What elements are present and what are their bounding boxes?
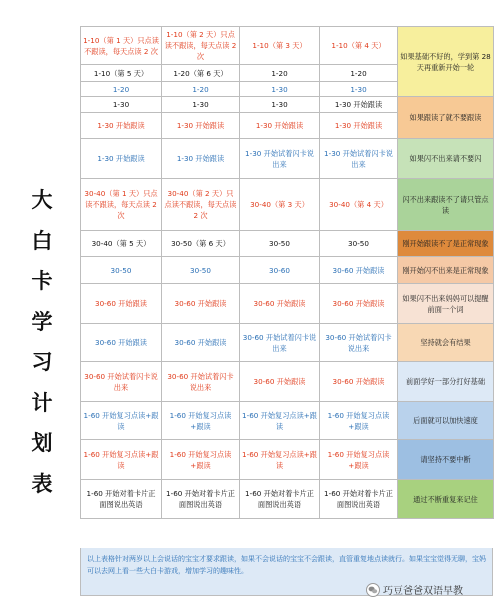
- day-cell: 30-60 开始跟读: [320, 284, 398, 324]
- day-cell: 1-60 开始复习点读+跟读: [320, 402, 398, 440]
- plan-table-wrapper: [80, 26, 493, 596]
- tip-cell: 刚开始闪不出来是正常现象: [398, 257, 494, 284]
- table-row: [81, 440, 494, 480]
- table-row: [81, 480, 494, 519]
- day-cell: 1-30 开始试着闪卡说出来: [320, 139, 398, 179]
- day-cell: 30-50: [81, 257, 162, 284]
- side-title: [22, 180, 62, 504]
- day-cell: 1-10（第 1 天）只点读不跟读，每天点读 2 次: [81, 27, 162, 65]
- day-cell: 1-30 开始跟读: [81, 113, 162, 139]
- day-cell: 1-30 开始跟读: [162, 113, 240, 139]
- day-cell: 1-30 开始跟读: [162, 139, 240, 179]
- day-cell: 1-30 开始跟读: [81, 139, 162, 179]
- day-cell: 30-60 开始跟读: [320, 362, 398, 402]
- day-cell: 1-30 开始跟读: [320, 97, 398, 113]
- tip-cell: 如果闪不出来妈妈可以提醒前面一个词: [398, 284, 494, 324]
- title-char: 学: [31, 309, 53, 334]
- day-cell: 1-10（第 4 天）: [320, 27, 398, 65]
- day-cell: 30-40（第 1 天）只点读不跟读，每天点读 2 次: [81, 179, 162, 231]
- tip-cell: 请坚持不要中断: [398, 440, 494, 480]
- tip-cell: 后面就可以加快速度: [398, 402, 494, 440]
- day-cell: 1-10（第 5 天）: [81, 65, 162, 82]
- table-row: [81, 362, 494, 402]
- title-char: 白: [31, 228, 53, 253]
- day-cell: 1-60 开始复习点读+跟读: [240, 440, 320, 480]
- table-row: [81, 179, 494, 231]
- day-cell: 30-60 开始跟读: [81, 324, 162, 362]
- day-cell: 30-50（第 6 天）: [162, 231, 240, 257]
- day-cell: 30-40（第 4 天）: [320, 179, 398, 231]
- footer-text: 以上表格针对两岁以上会说话的宝宝才要求跟读，如果不会说话的宝宝不会跟读，直管重复地点读就行。如果宝宝觉得无聊，宝妈可以去网上看一些大白卡游戏，增加学习的趣味性。: [87, 555, 486, 575]
- tip-cell: 坚持就会有结果: [398, 324, 494, 362]
- day-cell: 30-60 开始试着闪卡说出来: [240, 324, 320, 362]
- day-cell: 30-40（第 2 天）只点读不跟读，每天点读 2 次: [162, 179, 240, 231]
- tip-cell: 闪不出来跟读不了请只管点读: [398, 179, 494, 231]
- day-cell: 30-60 开始试着闪卡说出来: [162, 362, 240, 402]
- day-cell: 30-60 开始跟读: [320, 257, 398, 284]
- day-cell: 1-30 开始试着闪卡说出来: [240, 139, 320, 179]
- watermark: [366, 582, 463, 597]
- day-cell: 1-60 开始复习点读+跟读: [320, 440, 398, 480]
- day-cell: 30-60: [240, 257, 320, 284]
- day-cell: 30-50: [240, 231, 320, 257]
- table-row: [81, 231, 494, 257]
- title-char: 划: [31, 431, 53, 455]
- title-char: 卡: [31, 269, 53, 293]
- day-cell: 1-30: [81, 97, 162, 113]
- title-char: 表: [31, 471, 53, 496]
- title-char: 习: [31, 350, 53, 374]
- day-cell: 1-60 开始复习点读+跟读: [81, 440, 162, 480]
- table-row: [81, 27, 494, 65]
- day-cell: 1-20: [240, 65, 320, 82]
- wechat-icon: [366, 583, 380, 597]
- watermark-text: 巧豆爸爸双语早教: [383, 586, 463, 597]
- table-row: [81, 324, 494, 362]
- day-cell: 1-30 开始跟读: [240, 113, 320, 139]
- day-cell: 30-60 开始试着闪卡说出来: [320, 324, 398, 362]
- day-cell: 1-60 开始对着卡片正面图说出英语: [162, 480, 240, 519]
- title-char: 大: [31, 188, 53, 212]
- day-cell: 1-30: [320, 82, 398, 97]
- day-cell: 30-60 开始跟读: [162, 324, 240, 362]
- day-cell: 1-10（第 2 天）只点读不跟读，每天点读 2 次: [162, 27, 240, 65]
- day-cell: 30-60 开始跟读: [162, 284, 240, 324]
- day-cell: 1-60 开始对着卡片正面图说出英语: [240, 480, 320, 519]
- day-cell: 1-60 开始对着卡片正面图说出英语: [81, 480, 162, 519]
- study-plan-table: [80, 26, 494, 519]
- day-cell: 1-10（第 3 天）: [240, 27, 320, 65]
- tip-cell: 如果基础不好的，学到第 28 天再重新开始一轮: [398, 27, 494, 97]
- day-cell: 1-20: [320, 65, 398, 82]
- tip-cell: 如果闪不出来请不要闪: [398, 139, 494, 179]
- tip-cell: 通过不断重复来记住: [398, 480, 494, 519]
- title-char: 计: [31, 390, 53, 415]
- day-cell: 1-60 开始对着卡片正面图说出英语: [320, 480, 398, 519]
- day-cell: 1-30 开始跟读: [320, 113, 398, 139]
- day-cell: 1-30: [162, 97, 240, 113]
- day-cell: 1-60 开始复习点读+跟读: [81, 402, 162, 440]
- table-row: [81, 402, 494, 440]
- day-cell: 1-60 开始复习点读+跟读: [162, 440, 240, 480]
- day-cell: 1-20: [162, 82, 240, 97]
- day-cell: 1-20: [81, 82, 162, 97]
- day-cell: 30-50: [162, 257, 240, 284]
- tip-cell: 刚开始跟读不了是正常现象: [398, 231, 494, 257]
- tip-cell: 如果跟读了就不要跟读: [398, 97, 494, 139]
- table-row: [81, 139, 494, 179]
- day-cell: 1-20（第 6 天）: [162, 65, 240, 82]
- day-cell: 30-60 开始跟读: [81, 284, 162, 324]
- tip-cell: 前面学好一部分打好基础: [398, 362, 494, 402]
- table-row: [81, 97, 494, 113]
- day-cell: 1-30: [240, 82, 320, 97]
- day-cell: 30-40（第 5 天）: [81, 231, 162, 257]
- day-cell: 1-60 开始复习点读+跟读: [240, 402, 320, 440]
- day-cell: 30-40（第 3 天）: [240, 179, 320, 231]
- day-cell: 1-60 开始复习点读+跟读: [162, 402, 240, 440]
- table-row: [81, 284, 494, 324]
- day-cell: 30-60 开始跟读: [240, 362, 320, 402]
- day-cell: 30-60 开始跟读: [240, 284, 320, 324]
- day-cell: 30-50: [320, 231, 398, 257]
- day-cell: 30-60 开始试着闪卡说出来: [81, 362, 162, 402]
- day-cell: 1-30: [240, 97, 320, 113]
- table-row: [81, 257, 494, 284]
